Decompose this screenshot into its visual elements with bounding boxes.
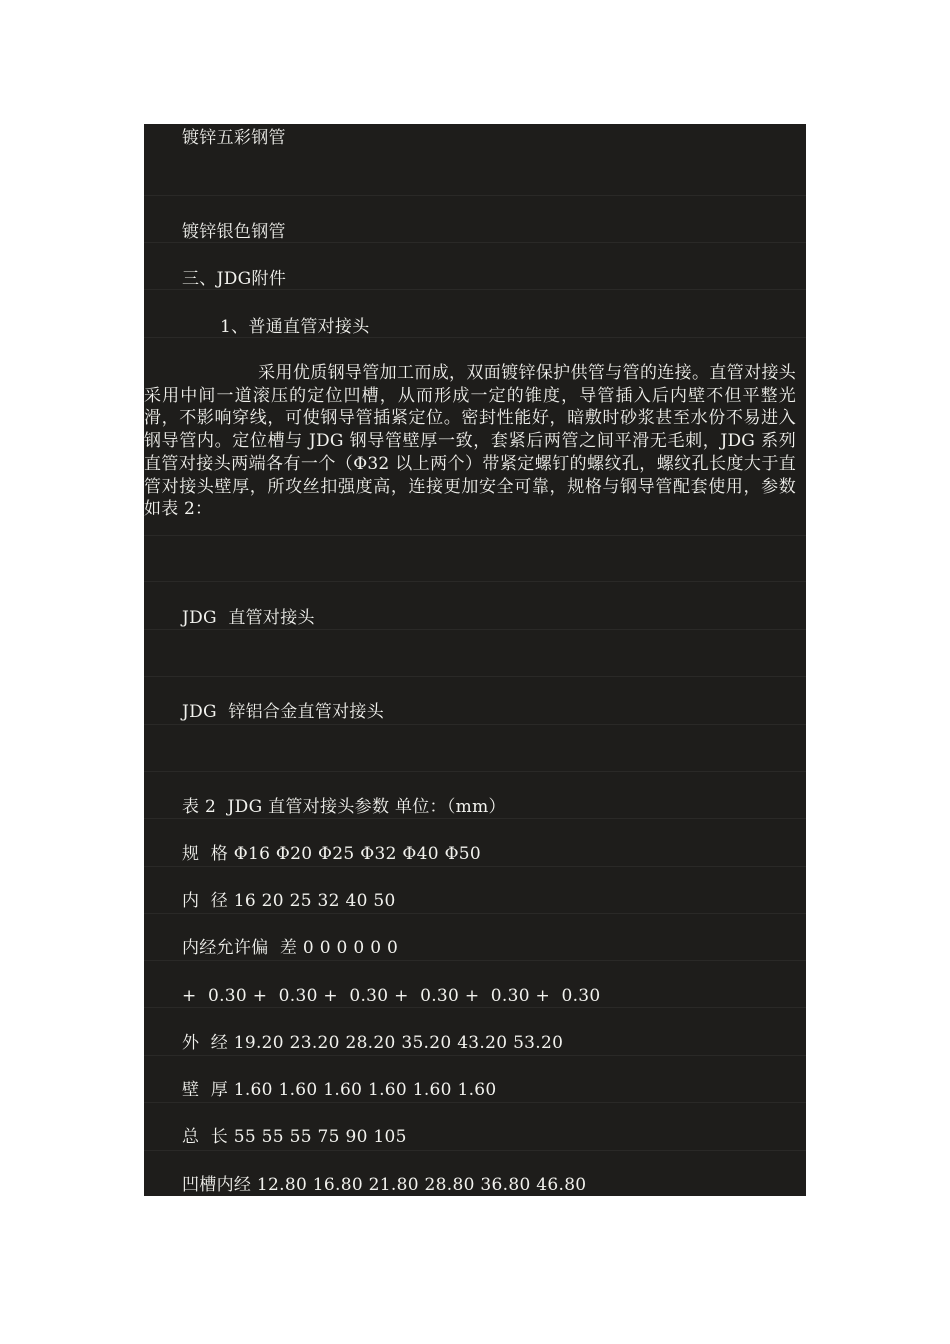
product-label: 镀锌五彩钢管 — [182, 128, 286, 148]
product-label: JDG 直管对接头 — [182, 608, 315, 628]
row-divider — [144, 724, 806, 772]
row-divider — [144, 629, 806, 677]
row-divider — [144, 534, 806, 582]
table-row: 规 格 Φ16 Φ20 Φ25 Φ32 Φ40 Φ50 — [182, 844, 482, 864]
product-label: JDG 锌铝合金直管对接头 — [182, 702, 385, 722]
table-row: 壁 厚 1.60 1.60 1.60 1.60 1.60 1.60 — [182, 1080, 497, 1100]
table-row: 内 径 16 20 25 32 40 50 — [182, 891, 396, 911]
section-heading: 三、JDG附件 — [182, 269, 287, 289]
body-paragraph-text: 采用优质钢导管加工而成，双面镀锌保护供管与管的连接。直管对接头采用中间一道滚压的定位凹槽，从而形成一定的锥度，导管插入后内壁不但平整光滑，不影响穿线，可使钢导管插紧定位。密封性能好，暗敷时砂浆甚至水份不易进入钢导管内。定位槽与 JDG 钢导管壁厚一致，套紧后两管之间平滑无毛刺，JDG 系列直管对接头两端各有一个（Φ32 以上两个）带紧定螺钉的螺纹孔，螺纹孔长度大于直管对接头壁厚，所攻丝扣强度高，连接更加安全可靠，规格与钢导管配套使用，参数如表 2： — [144, 363, 796, 520]
table-row: 凹槽内经 12.80 16.80 21.80 28.80 36.80 46.80 — [182, 1175, 587, 1195]
body-paragraph — [144, 362, 796, 521]
table-row: 内经允许偏 差 0 0 0 0 0 0 — [182, 938, 399, 958]
table-row: + 0.30 + 0.30 + 0.30 + 0.30 + 0.30 + 0.30 — [182, 986, 601, 1006]
product-label: 镀锌银色钢管 — [182, 222, 286, 242]
table-caption: 表 2 JDG 直管对接头参数 单位：（mm） — [182, 797, 506, 817]
document-page — [144, 124, 806, 1196]
row-divider — [144, 148, 806, 196]
table-row: 总 长 55 55 55 75 90 105 — [182, 1127, 407, 1147]
table-row: 外 经 19.20 23.20 28.20 35.20 43.20 53.20 — [182, 1033, 564, 1053]
subsection-heading: 1、普通直管对接头 — [220, 317, 370, 337]
